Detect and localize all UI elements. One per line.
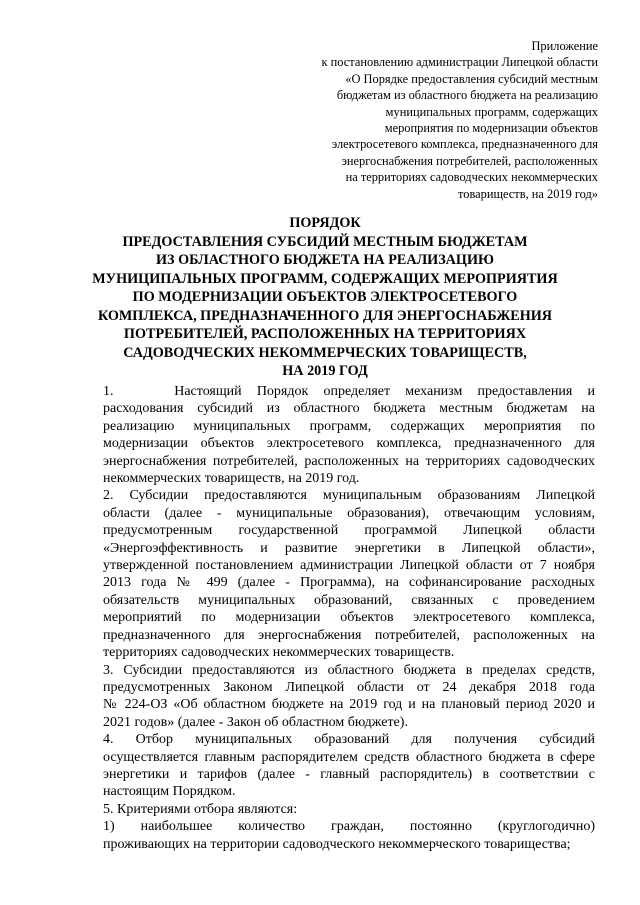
paragraph-line: области (далее - муниципальные образования), отвечающим условиям, bbox=[103, 505, 595, 521]
paragraph-line: предусмотренных Законом Липецкой области от 24 декабря 2018 года bbox=[103, 679, 595, 695]
paragraph-line: 1) наибольшее количество граждан, постоянно (круглогодично) bbox=[103, 819, 595, 835]
paragraph-line: модернизации объектов электросетевого комплекса, предназначенного для bbox=[103, 436, 595, 452]
appendix-line: бюджетам из областного бюджета на реализацию bbox=[336, 88, 598, 103]
appendix-line: Приложение bbox=[531, 39, 598, 53]
appendix-line: товариществ, на 2019 год» bbox=[458, 186, 598, 201]
paragraph-line: 1. Настоящий Порядок определяет механизм предоставления и bbox=[103, 384, 595, 399]
paragraph-line: «Энергоэффективность и развитие энергетики в Липецкой области», bbox=[103, 540, 595, 556]
paragraph-line: расходования субсидий из областного бюджета местным бюджетам на bbox=[103, 401, 595, 417]
title-line: НА 2019 ГОД bbox=[282, 363, 368, 379]
paragraph-line: 4. Отбор муниципальных образований для получения субсидий bbox=[103, 732, 595, 748]
paragraph-line: 2. Субсидии предоставляются муниципальным образованиям Липецкой bbox=[103, 488, 595, 504]
appendix-line: мероприятия по модернизации объектов bbox=[384, 121, 598, 136]
paragraph-line: 5. Критериями отбора являются: bbox=[103, 801, 298, 817]
paragraph-line: настоящим Порядком. bbox=[103, 784, 236, 800]
paragraph-line: мероприятий по модернизации объектов электросетевого комплекса, bbox=[103, 610, 595, 626]
appendix-line: «О Порядке предоставления субсидий местным bbox=[345, 71, 598, 86]
appendix-line: электросетевого комплекса, предназначенного для bbox=[331, 137, 598, 152]
paragraph-line: энергетики и тарифов (далее - главный распорядитель) в соответствии с bbox=[103, 766, 595, 782]
document-title bbox=[60, 214, 590, 381]
paragraph-line: 2021 годов» (далее - Закон об областном бюджете). bbox=[103, 714, 408, 730]
paragraph-line: обязательств муниципальных образований, связанных с проведением bbox=[103, 592, 595, 608]
paragraph-4 bbox=[71, 731, 595, 801]
appendix-line: к постановлению администрации Липецкой области bbox=[321, 55, 598, 70]
document-body bbox=[71, 383, 595, 853]
paragraph-line: утвержденной постановлением администрации Липецкой области от 7 ноября bbox=[103, 558, 595, 574]
paragraph-line: реализацию муниципальных программ, содержащих мероприятия по bbox=[103, 418, 595, 434]
appendix-line: муниципальных программ, содержащих bbox=[385, 104, 598, 119]
paragraph-line: осуществляется главным распорядителем средств областного бюджета в сфере bbox=[103, 749, 595, 765]
paragraph-line: энергоснабжения потребителей, расположенных на территориях садоводческих bbox=[103, 453, 595, 469]
title-line: ПО МОДЕРНИЗАЦИИ ОБЪЕКТОВ ЭЛЕКТРОСЕТЕВОГО bbox=[132, 289, 518, 305]
paragraph-line: территориях садоводческих некоммерческих товариществ. bbox=[103, 645, 455, 661]
appendix-line: энергоснабжения потребителей, расположенных bbox=[341, 153, 598, 168]
title-line: МУНИЦИПАЛЬНЫХ ПРОГРАММ, СОДЕРЖАЩИХ МЕРОПРИЯТИЯ bbox=[92, 270, 558, 287]
title-line: КОМПЛЕКСА, ПРЕДНАЗНАЧЕННОГО ДЛЯ ЭНЕРГОСНАБЖЕНИЯ bbox=[97, 307, 553, 324]
appendix-line: на территориях садоводческих некоммерческих bbox=[345, 170, 598, 185]
title-line: ПОТРЕБИТЕЛЕЙ, РАСПОЛОЖЕННЫХ НА ТЕРРИТОРИЯХ bbox=[123, 326, 527, 342]
paragraph-line: предусмотренным государственной программой Липецкой области bbox=[103, 523, 595, 539]
paragraph-6 bbox=[71, 818, 595, 853]
paragraph-line: 2013 года № 499 (далее - Программа), на софинансирование расходных bbox=[103, 575, 595, 591]
paragraph-1 bbox=[71, 383, 595, 487]
paragraph-line: некоммерческих товариществ, на 2019 год. bbox=[103, 471, 360, 487]
paragraph-line: предназначенного для энергоснабжения потребителей, расположенных на bbox=[103, 627, 595, 643]
paragraph-3 bbox=[71, 662, 595, 732]
title-line: ПОРЯДОК bbox=[289, 215, 361, 231]
paragraph-5 bbox=[71, 801, 595, 818]
paragraph-line: № 224-ОЗ «Об областном бюджете на 2019 год и на плановый период 2020 и bbox=[103, 697, 595, 713]
paragraph-2 bbox=[71, 487, 595, 661]
title-line: САДОВОДЧЕСКИХ НЕКОММЕРЧЕСКИХ ТОВАРИЩЕСТВ, bbox=[123, 344, 527, 361]
title-line: ИЗ ОБЛАСТНОГО БЮДЖЕТА НА РЕАЛИЗАЦИЮ bbox=[156, 252, 494, 268]
paragraph-line: 3. Субсидии предоставляются из областного бюджета в пределах средств, bbox=[103, 662, 595, 678]
paragraph-line: проживающих на территории садоводческого некоммерческого товарищества; bbox=[103, 836, 571, 852]
title-line: ПРЕДОСТАВЛЕНИЯ СУБСИДИЙ МЕСТНЫМ БЮДЖЕТАМ bbox=[122, 233, 528, 250]
appendix-header bbox=[268, 38, 598, 202]
